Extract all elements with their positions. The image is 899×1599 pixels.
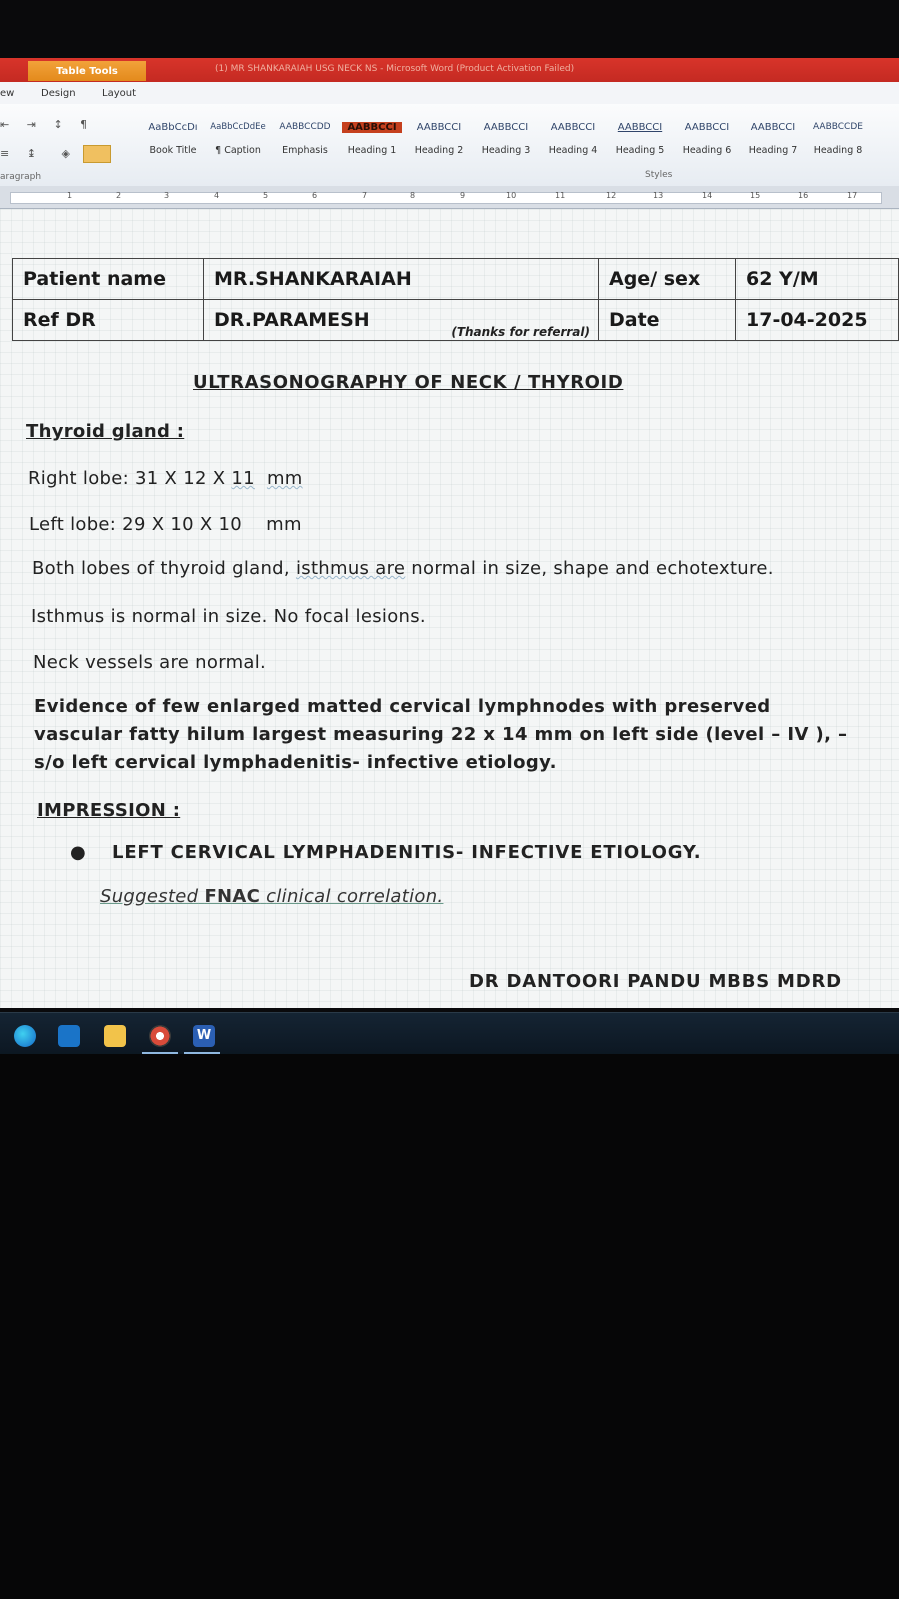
sort-icon[interactable]: ↕ [53, 118, 63, 131]
taskbar [0, 1012, 899, 1055]
style-sample: AABBCCI [617, 122, 663, 133]
ruler-number: 1 [67, 191, 73, 200]
align-justify-icon[interactable]: ≡ [0, 147, 10, 160]
patient-name-value: MR.SHANKARAIAH [204, 259, 599, 300]
table-row [13, 300, 899, 341]
suggestion-line [100, 886, 443, 907]
tab-layout[interactable]: Layout [102, 88, 136, 99]
style-sample: AABBCCI [342, 122, 402, 133]
age-sex-label: Age/ sex [599, 259, 736, 300]
style-name: Heading 2 [414, 145, 464, 156]
style-sample: AABBCCI [483, 122, 529, 133]
style-name: Heading 3 [481, 145, 531, 156]
findings-paragraph: Evidence of few enlarged matted cervical lymphnodes with preserved vascular fatty hilum largest measuring 22 x 14 mm on left side (level – IV ), – s/o left cervical lymphadenitis- infective etiology. [34, 696, 848, 773]
style-heading-1[interactable] [342, 116, 402, 160]
vessels-line: Neck vessels are normal. [33, 652, 267, 673]
ruler-number: 9 [460, 191, 466, 200]
borders-icon[interactable] [83, 145, 111, 163]
style-name: Heading 6 [682, 145, 732, 156]
section-heading: Thyroid gland : [26, 421, 185, 442]
both-lobes-mark: isthmus are [295, 558, 406, 579]
style-name: Heading 8 [813, 145, 863, 156]
style-sample: AABBCCDE [813, 122, 863, 132]
file-explorer-icon[interactable] [104, 1025, 126, 1047]
ruler-number: 12 [606, 191, 617, 200]
impression-heading: IMPRESSION : [37, 800, 181, 821]
patient-name-label: Patient name [13, 259, 204, 300]
word-icon[interactable]: W [193, 1025, 215, 1047]
indent-icon[interactable]: ⇥ [26, 118, 36, 131]
right-lobe-text: Right lobe: 31 X 12 X [28, 468, 226, 489]
ruler-number: 7 [362, 191, 368, 200]
style-name: ¶ Caption [215, 145, 261, 156]
ruler-number: 3 [164, 191, 170, 200]
edge-icon[interactable] [14, 1025, 36, 1047]
ruler-number: 13 [653, 191, 664, 200]
signature: DR DANTOORI PANDU MBBS MDRD [469, 971, 842, 992]
style-heading-4[interactable] [541, 116, 605, 160]
isthmus-line: Isthmus is normal in size. No focal lesions. [31, 606, 426, 627]
style-heading-7[interactable] [741, 116, 805, 160]
style-book-title[interactable] [141, 116, 205, 160]
table-tools-tab[interactable]: Table Tools [28, 61, 146, 81]
thanks-note: (Thanks for referral) [451, 325, 590, 339]
style-name: Emphasis [282, 145, 328, 156]
style-heading-3[interactable] [474, 116, 538, 160]
bullet-icon: ● [70, 842, 87, 863]
ref-dr-label: Ref DR [13, 300, 204, 341]
style-caption[interactable] [206, 116, 270, 160]
ruler-number: 10 [506, 191, 517, 200]
patient-header-table [12, 258, 899, 341]
ruler-number: 5 [263, 191, 269, 200]
style-sample: AaBbCcDı [148, 122, 198, 133]
style-heading-8[interactable] [806, 116, 870, 160]
chrome-icon[interactable] [149, 1025, 171, 1047]
suggestion-bold: FNAC [204, 886, 261, 907]
ruler-number: 11 [555, 191, 566, 200]
ruler-number: 16 [798, 191, 809, 200]
style-sample: AABBCCI [684, 122, 730, 133]
shading-icon[interactable]: ◈ [61, 147, 70, 160]
both-lobes-post: normal in size, shape and echotexture. [411, 558, 774, 579]
outdent-icon[interactable]: ⇤ [0, 118, 10, 131]
ruler-number: 2 [116, 191, 122, 200]
both-lobes-pre: Both lobes of thyroid gland, [32, 558, 290, 579]
style-sample: AABBCCI [416, 122, 462, 133]
style-heading-2[interactable] [407, 116, 471, 160]
date-label: Date [599, 300, 736, 341]
monitor-bezel [0, 1054, 899, 1599]
style-name: Heading 4 [548, 145, 598, 156]
style-sample: AABBCCDD [279, 122, 331, 132]
right-lobe-unit: mm [266, 468, 303, 489]
ruler-number: 6 [312, 191, 318, 200]
ruler-number: 15 [750, 191, 761, 200]
age-sex-value: 62 Y/M [736, 259, 899, 300]
style-heading-5[interactable] [608, 116, 672, 160]
paragraph-controls [0, 118, 87, 131]
impression-item: LEFT CERVICAL LYMPHADENITIS- INFECTIVE ETIOLOGY. [112, 842, 702, 863]
style-sample: AABBCCI [550, 122, 596, 133]
paragraph-controls-row2 [0, 145, 111, 163]
both-lobes-line [32, 558, 774, 579]
report-title: ULTRASONOGRAPHY OF NECK / THYROID [193, 372, 624, 393]
ruler-number: 8 [410, 191, 416, 200]
suggestion-post: clinical correlation. [266, 886, 444, 907]
ruler-number: 17 [847, 191, 858, 200]
ref-dr-value: DR.PARAMESH [214, 309, 370, 331]
style-name: Heading 1 [347, 145, 397, 156]
line-spacing-icon[interactable]: ↨ [26, 147, 36, 160]
style-emphasis[interactable] [273, 116, 337, 160]
left-lobe-line: Left lobe: 29 X 10 X 10 mm [29, 514, 302, 535]
impression-bullet [70, 842, 701, 863]
style-name: Heading 7 [748, 145, 798, 156]
table-row [13, 259, 899, 300]
date-value: 17-04-2025 [736, 300, 899, 341]
ruler-number: 4 [214, 191, 220, 200]
right-lobe-line [28, 468, 303, 489]
style-sample: AABBCCI [750, 122, 796, 133]
ruler-number: 14 [702, 191, 713, 200]
window-title: (1) MR SHANKARAIAH USG NECK NS - Microsoft Word (Product Activation Failed) [215, 64, 575, 74]
tab-design[interactable]: Design [41, 88, 76, 99]
styles-group-label: Styles [645, 170, 673, 180]
suggestion-pre: Suggested [100, 886, 199, 907]
paragraph-group-label: aragraph [0, 172, 42, 182]
tab-view[interactable]: ew [0, 88, 15, 99]
outlook-icon[interactable] [58, 1025, 80, 1047]
style-sample: AaBbCcDdEe [210, 122, 266, 132]
pilcrow-icon[interactable]: ¶ [80, 118, 88, 131]
style-heading-6[interactable] [675, 116, 739, 160]
style-name: Book Title [149, 145, 197, 156]
ref-dr-cell [204, 300, 599, 341]
right-lobe-last: 11 [231, 468, 255, 489]
style-name: Heading 5 [615, 145, 665, 156]
